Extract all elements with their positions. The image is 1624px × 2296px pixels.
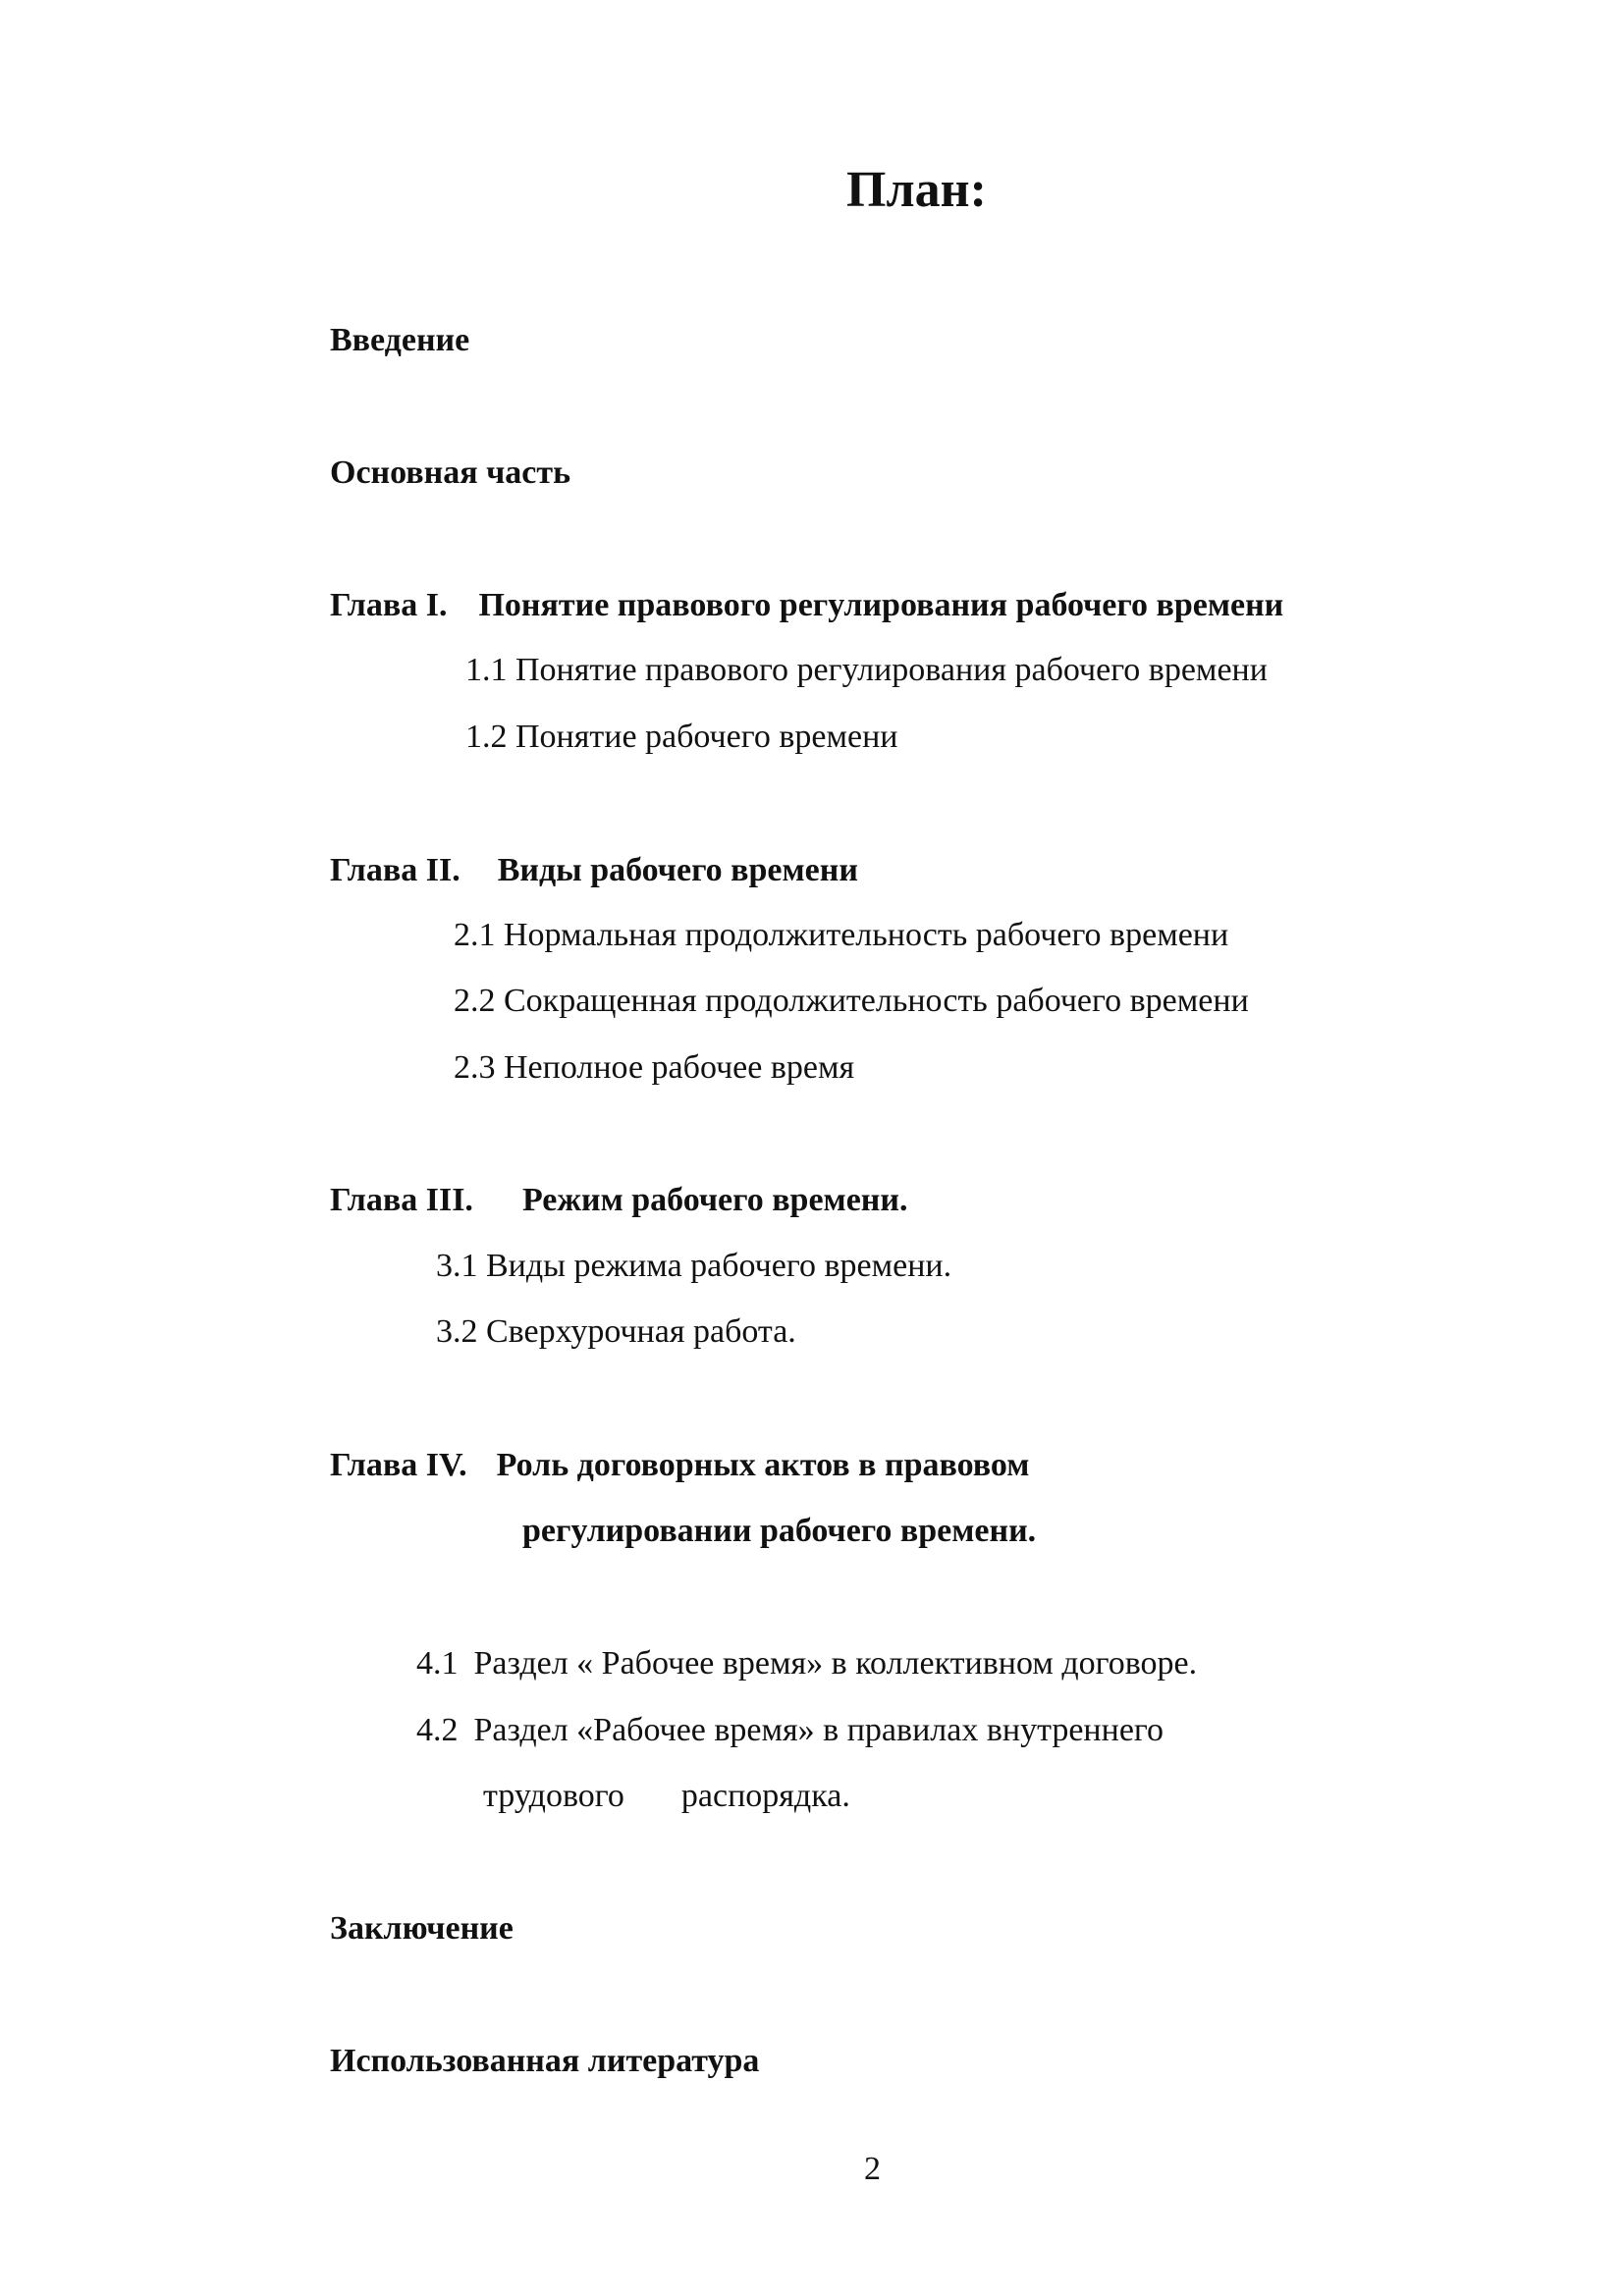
introduction-heading: Введение bbox=[330, 322, 470, 358]
chapter-4-item-1 bbox=[416, 1647, 1197, 1681]
chapter-3-item-2: 3.2 Сверхурочная работа. bbox=[436, 1313, 796, 1350]
chapter-2-title: Виды рабочего времени bbox=[497, 852, 858, 888]
chapter-1-item-1: 1.1 Понятие правового регулирования рабочего времени bbox=[465, 652, 1268, 688]
chapter-2-item-1: 2.1 Нормальная продолжительность рабочего времени bbox=[454, 917, 1229, 953]
chapter-3-label: Глава III. bbox=[330, 1182, 473, 1218]
continuation-word-2: распорядка. bbox=[680, 1778, 850, 1814]
chapter-4-item-1-text: Раздел « Рабочее время» в коллективном договоре. bbox=[473, 1645, 1198, 1682]
chapter-2-heading bbox=[330, 854, 858, 887]
chapter-3-item-1: 3.1 Виды режима рабочего времени. bbox=[436, 1248, 952, 1284]
chapter-2-item-2: 2.2 Сокращенная продолжительность рабочего времени bbox=[454, 983, 1249, 1019]
chapter-2-item-3: 2.3 Неполное рабочее время bbox=[454, 1049, 855, 1086]
chapter-1-title: Понятие правового регулирования рабочего времени bbox=[478, 587, 1284, 623]
continuation-word-1: трудового bbox=[483, 1778, 624, 1814]
conclusion-heading: Заключение bbox=[330, 1910, 514, 1947]
page-number: 2 bbox=[864, 2151, 881, 2187]
chapter-1-heading bbox=[330, 589, 1283, 622]
chapter-1-item-2: 1.2 Понятие рабочего времени bbox=[465, 719, 898, 755]
chapter-4-item-1-number: 4.1 bbox=[416, 1645, 459, 1682]
chapter-4-heading bbox=[330, 1449, 1029, 1482]
chapter-4-item-2-text: Раздел «Рабочее время» в правилах внутреннего bbox=[473, 1712, 1164, 1748]
chapter-2-label: Глава II. bbox=[330, 852, 460, 888]
chapter-3-title: Режим рабочего времени. bbox=[521, 1182, 908, 1218]
chapter-4-item-2 bbox=[416, 1714, 1164, 1747]
references-heading: Использованная литература bbox=[330, 2043, 760, 2079]
chapter-1-label: Глава I. bbox=[330, 587, 448, 623]
page-title: План: bbox=[846, 162, 987, 218]
chapter-4-title-line-1: Роль договорных актов в правовом bbox=[496, 1447, 1030, 1483]
chapter-4-label: Глава IV. bbox=[330, 1447, 467, 1483]
main-part-heading: Основная часть bbox=[330, 454, 571, 491]
chapter-4-item-2-number: 4.2 bbox=[416, 1712, 459, 1748]
chapter-3-heading bbox=[330, 1184, 907, 1217]
chapter-4-title-line-2: регулировании рабочего времени. bbox=[522, 1513, 1037, 1549]
chapter-4-item-2-continuation bbox=[483, 1780, 850, 1813]
